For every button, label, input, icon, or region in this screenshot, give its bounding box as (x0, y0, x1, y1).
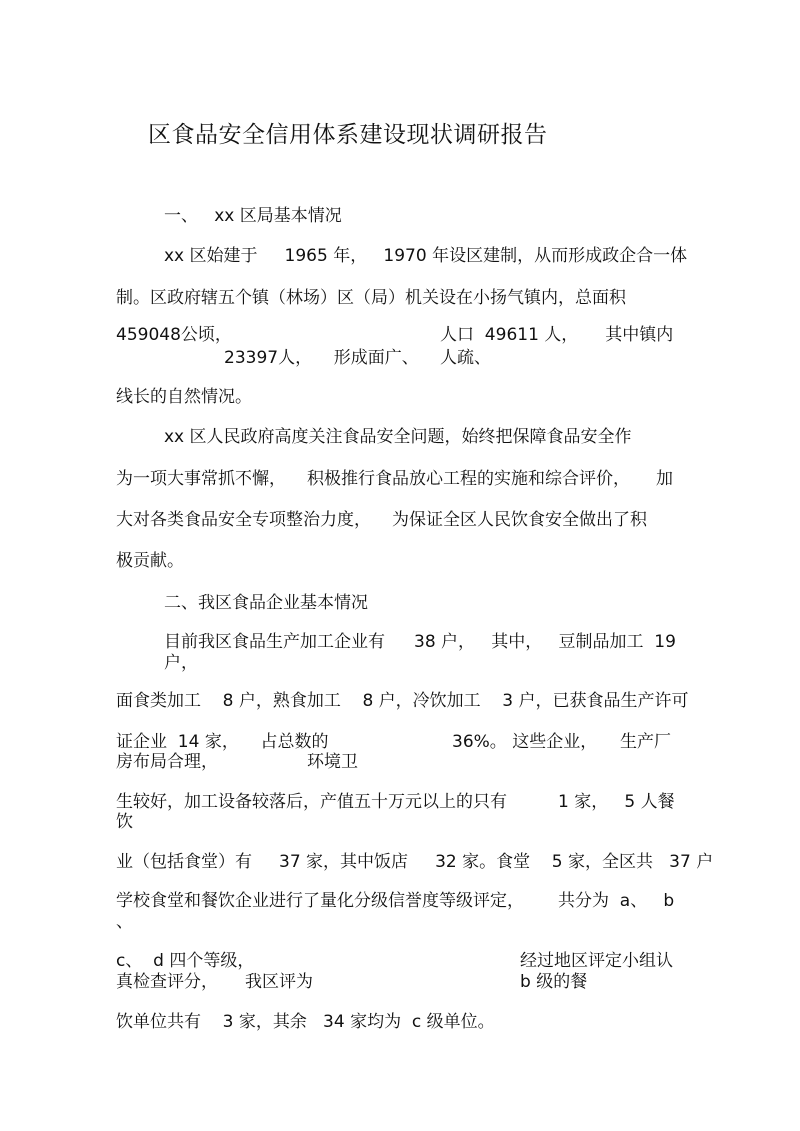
text-line: 38 户， 其中， 豆制品加工 19 (414, 632, 676, 652)
section-2-heading: 二、我区食品企业基本情况 (164, 593, 368, 613)
text-line: 36%。 这些企业， (452, 732, 598, 752)
text-line: 生较好，加工设备较落后，产值五十万元以上的只有 (116, 792, 507, 812)
text-line: 大对各类食品安全专项整治力度， (116, 510, 371, 530)
text-line: 房布局合理， (116, 752, 218, 772)
text-line: 环境卫 (307, 752, 358, 772)
section-1-heading: 一、 xx 区局基本情况 (164, 206, 342, 226)
text-line: 业（包括食堂）有 37 家，其中饭店 32 家。食堂 5 家，全区共 37 户 (116, 852, 714, 872)
text-line: 为保证全区人民饮食安全做出了积 (392, 510, 647, 530)
text-line: 证企业 14 家， 占总数的 (116, 732, 329, 752)
text-line: 459048公顷， (116, 325, 232, 345)
text-line: 23397人， 形成面广、 (224, 348, 419, 368)
text-line: 线长的自然情况。 (116, 387, 252, 407)
text-line: 积极推行食品放心工程的实施和综合评价， (307, 469, 630, 489)
text-line: 目前我区食品生产加工企业有 (164, 632, 385, 652)
text-line: 人疏、 (440, 348, 491, 368)
text-line: 饮单位共有 3 家，其余 34 家均为 c 级单位。 (116, 1012, 495, 1032)
text-line: 加 (656, 469, 673, 489)
text-line: 学校食堂和餐饮企业进行了量化分级信誉度等级评定， (116, 891, 524, 911)
text-line: 我区评为 (245, 972, 313, 992)
text-line: 生产厂 (620, 732, 671, 752)
text-line: xx 区始建于 1965 年， 1970 年设区建制，从而形成政企合一体 (164, 246, 688, 266)
text-line: 真检查评分， (116, 972, 218, 992)
text-line: 经过地区评定小组认 (520, 951, 673, 971)
text-line: 、 (116, 912, 133, 932)
text-line: c、 d 四个等级， (116, 951, 255, 971)
text-line: xx 区人民政府高度关注食品安全问题，始终把保障食品安全作 (164, 427, 632, 447)
text-line: 人口 49611 人， 其中镇内 (440, 325, 674, 345)
text-line: 共分为 a、 b (558, 891, 675, 911)
text-line: 为一项大事常抓不懈， (116, 469, 286, 489)
document-title: 区食品安全信用体系建设现状调研报告 (148, 122, 548, 148)
text-line: 面食类加工 8 户，熟食加工 8 户，冷饮加工 3 户，已获食品生产许可 (116, 691, 689, 711)
text-line: 1 家， 5 人餐 (558, 792, 675, 812)
text-line: b 级的餐 (520, 972, 588, 992)
text-line: 饮 (116, 812, 133, 832)
text-line: 户， (164, 653, 198, 673)
text-line: 制。区政府辖五个镇（林场）区（局）机关设在小扬气镇内，总面积 (116, 288, 626, 308)
text-line: 极贡献。 (116, 551, 184, 571)
